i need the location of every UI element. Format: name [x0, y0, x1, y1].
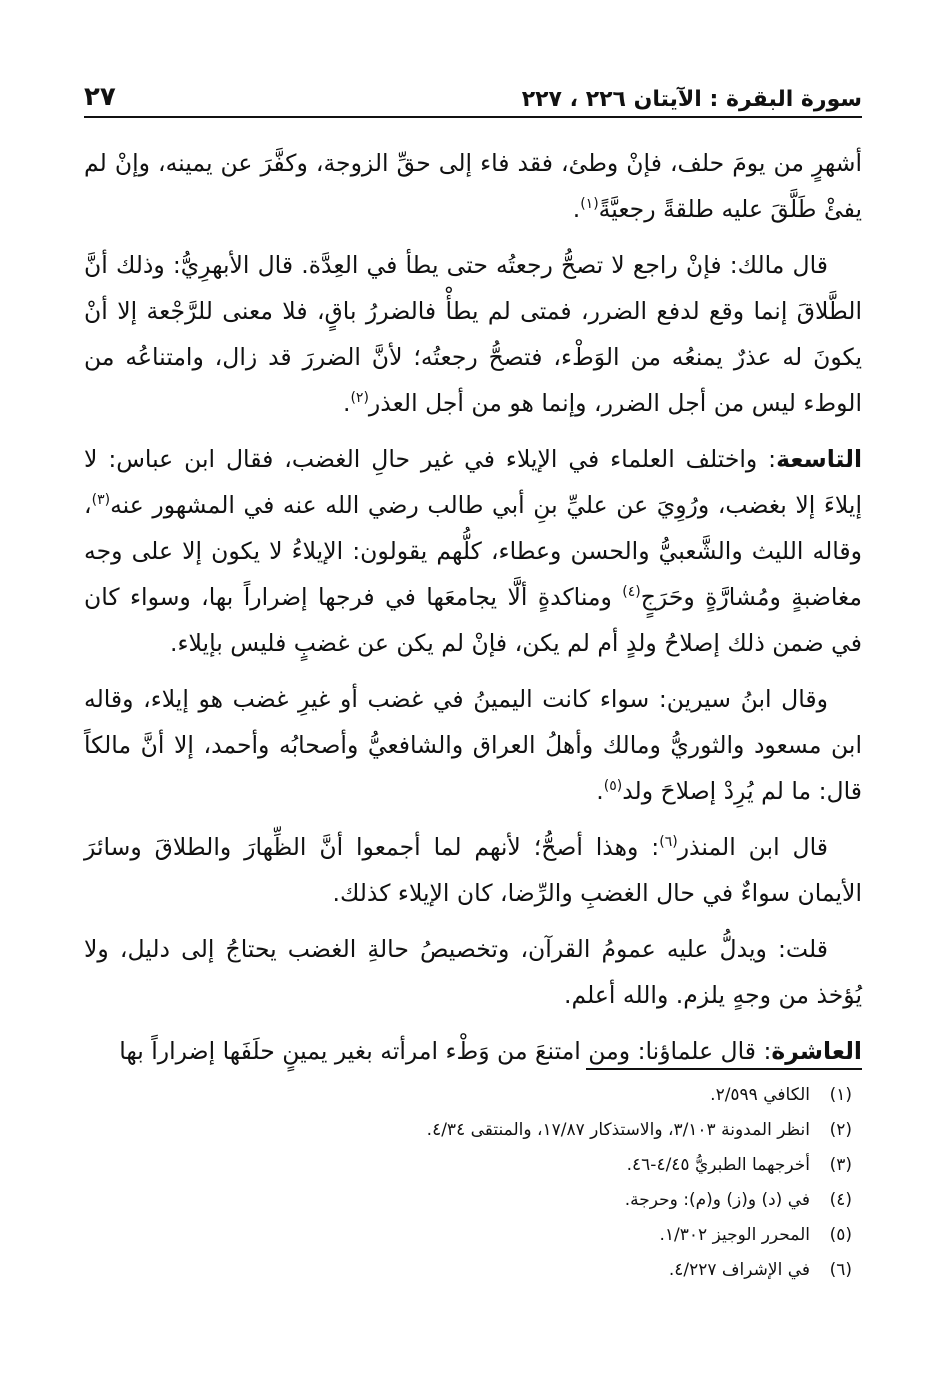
paragraph-6	[84, 926, 862, 1018]
paragraph-tail-2: ومناكدةٍ ألَّا يجامعَها في فرجها إضراراً بها، وسواء كان في ضمن ذلك إصلاحُ ولدٍ أم لم يكن، فإنْ لم يكن عن غضبٍ فليس بإيلاء.	[84, 583, 862, 657]
paragraph-text: : قال علماؤنا: ومن امتنعَ من وَطْء امرأته بغير يمينٍ حلَفَها إضراراً بها	[119, 1037, 772, 1065]
section-heading-ninth: التاسعة	[776, 445, 862, 473]
footnote-number: (٦)	[829, 1260, 852, 1280]
paragraph-text: قال مالك: فإنْ راجع لا تصحُّ رجعتُه حتى يطأ في العِدَّة. قال الأبهرِيُّ: وذلك أنَّ الطَّلاقَ إنما وقع لدفع الضرر، فمتى لم يطأْ فالضررُ باقٍ، فلا معنى للرَّجْعة إلا أنْ يكونَ له عذرٌ يمنعُه من الوَطْء، فتصحُّ رجعتُه؛ لأنَّ الضررَ قد زال، وامتناعُه من الوطء ليس من أجل الضرر، وإنما هو من أجل العذر	[84, 251, 862, 417]
footnote-ref-3: (٣)	[91, 492, 111, 509]
footnote-item	[84, 1113, 862, 1148]
paragraph-tail: : وهذا أصحُّ؛ لأنهم لما أجمعوا أنَّ الظِّهارَ والطلاقَ وسائرَ الأيمان سواءٌ في حال الغضبِ والرِّضا، كان الإيلاء كذلك.	[84, 833, 862, 907]
footnote-text: المحرر الوجيز ١/٣٠٢.	[659, 1225, 810, 1245]
paragraph-tail: .	[596, 777, 604, 805]
paragraph-2	[84, 242, 862, 426]
paragraph-text: : واختلف العلماء في الإيلاء في غير حالِ الغضب، فقال ابن عباس: لا إيلاءَ إلا بغضب، ورُوِيَ عن عليِّ بنِ أبي طالب رضي الله عنه في المشهور عنه	[84, 445, 862, 519]
footnote-number: (١)	[829, 1085, 852, 1105]
paragraph-tail: .	[342, 389, 351, 417]
footnote-ref-2: (٢)	[350, 390, 369, 407]
running-title: سورة البقرة : الآيتان ٢٢٦ ، ٢٢٧	[521, 87, 862, 112]
footnote-item	[84, 1183, 862, 1218]
paragraph-tail: .	[572, 195, 581, 223]
footnotes	[84, 1078, 862, 1288]
main-text	[84, 140, 862, 1084]
footnote-text: في (د) و(ز) و(م): وحرجة.	[624, 1190, 810, 1210]
footnote-item	[84, 1218, 862, 1253]
page-number: ٢٧	[84, 82, 116, 112]
footnote-item	[84, 1078, 862, 1113]
page-header	[84, 68, 862, 118]
paragraph-text: أشهرٍ من يومَ حلف، فإنْ وطئ، فقد فاء إلى حقِّ الزوجة، وكفَّرَ عن يمينه، وإنْ لم يفئْ طَلَّقَ عليه طلقةً رجعيَّةً	[84, 149, 862, 223]
footnote-number: (٥)	[829, 1225, 852, 1245]
paragraph-9th	[84, 436, 862, 666]
footnote-divider	[586, 1068, 862, 1070]
footnote-number: (٤)	[829, 1190, 852, 1210]
section-heading-tenth: العاشرة	[771, 1037, 862, 1065]
footnote-text: أخرجهما الطبريُّ ٤/٤٥-٤٦.	[626, 1155, 810, 1175]
footnote-ref-1: (١)	[580, 196, 599, 213]
paragraph-tail: ، وقاله الليث والشَّعبيُّ والحسن وعطاء، كلُّهم يقولون: الإيلاءُ لا يكون إلا على وجه مغاضبةٍ ومُشارَّةٍ وحَرَجٍ	[84, 491, 862, 611]
paragraph-text: قلت: ويدلُّ عليه عمومُ القرآن، وتخصيصُ حالةِ الغضب يحتاجُ إلى دليل، ولا يُؤخذ من وجهٍ يلزم. والله أعلم.	[84, 935, 862, 1009]
paragraph-4	[84, 676, 862, 814]
paragraph-text: قال ابن المنذر	[677, 833, 828, 861]
footnote-text: انظر المدونة ٣/١٠٣، والاستذكار ١٧/٨٧، والمنتقى ٤/٣٤.	[426, 1120, 810, 1140]
footnote-ref-5: (٥)	[603, 778, 623, 795]
footnote-item	[84, 1148, 862, 1183]
paragraph-5	[84, 824, 862, 916]
footnote-text: الكافي ٢/٥٩٩.	[710, 1085, 810, 1105]
footnote-number: (٣)	[829, 1155, 852, 1175]
footnote-ref-6: (٦)	[659, 834, 678, 851]
footnote-ref-4: (٤)	[622, 584, 641, 601]
footnote-number: (٢)	[829, 1120, 852, 1140]
paragraph-text: وقال ابنُ سيرين: سواء كانت اليمينُ في غضب أو غيرِ غضب هو إيلاء، وقاله ابن مسعود والثوريُّ ومالك وأهلُ العراق والشافعيُّ وأصحابُه وأحمد، إلا أنَّ مالكاً قال: ما لم يُرِدْ إصلاحَ ولد	[84, 685, 862, 805]
paragraph-1	[84, 140, 862, 232]
footnote-text: في الإشراف ٤/٢٢٧.	[668, 1260, 810, 1280]
footnote-item	[84, 1253, 862, 1288]
